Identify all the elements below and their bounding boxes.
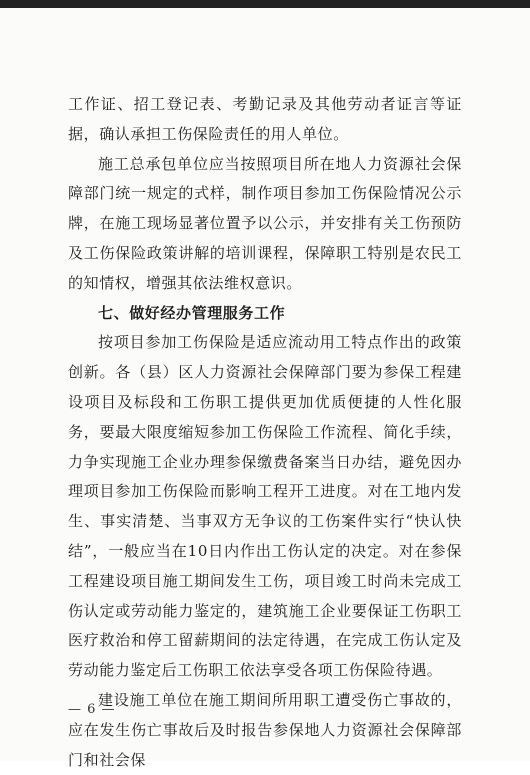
paragraph-4: 建设施工单位在施工期间所用职工遭受伤亡事故的，应在发生伤亡事故后及时报告参保地人力资源社会保障部门和社会保 — [68, 690, 462, 769]
paragraph-2: 施工总承包单位应当按照项目所在地人力资源社会保障部门统一规定的式样，制作项目参加工伤保险情况公示牌，在施工现场显著位置予以公示，并安排有关工伤预防及工伤保险政策讲解的培训课程，保障职工特别是农民工的知情权，增强其依法维权意识。 — [68, 154, 462, 292]
paragraph-3: 按项目参加工伤保险是适应流动用工特点作出的政策创新。各（县）区人力资源社会保障部门要为参保工程建设项目及标段和工伤职工提供更加优质便捷的人性化服务，要最大限度缩短参加工伤保险工作流程、简化手续，力争实现施工企业办理参保缴费备案当日办结，避免因办理项目参加工伤保险而影响工程开工进度。对在工地内发生、事实清楚、当事双方无争议的工伤案件实行“快认快结”，一般应当在10日内作出工伤认定的决定。对在参保工程建设项目施工期间发生工伤，项目竣工时尚未完成工伤认定或劳动能力鉴定的，建筑施工企业要保证工伤职工医疗救治和停工留薪期间的法定待遇，在完成工伤认定及劳动能力鉴定后工伤职工依法享受各项工伤保险待遇。 — [68, 333, 462, 680]
document-body — [68, 90, 462, 775]
page-number: — 6 — — [68, 702, 116, 717]
section-heading-7: 七、做好经办管理服务工作 — [98, 303, 286, 322]
scan-top-edge — [0, 0, 530, 8]
paragraph-1: 工作证、招工登记表、考勤记录及其他劳动者证言等证据，确认承担工伤保险责任的用人单位。 — [68, 95, 462, 143]
